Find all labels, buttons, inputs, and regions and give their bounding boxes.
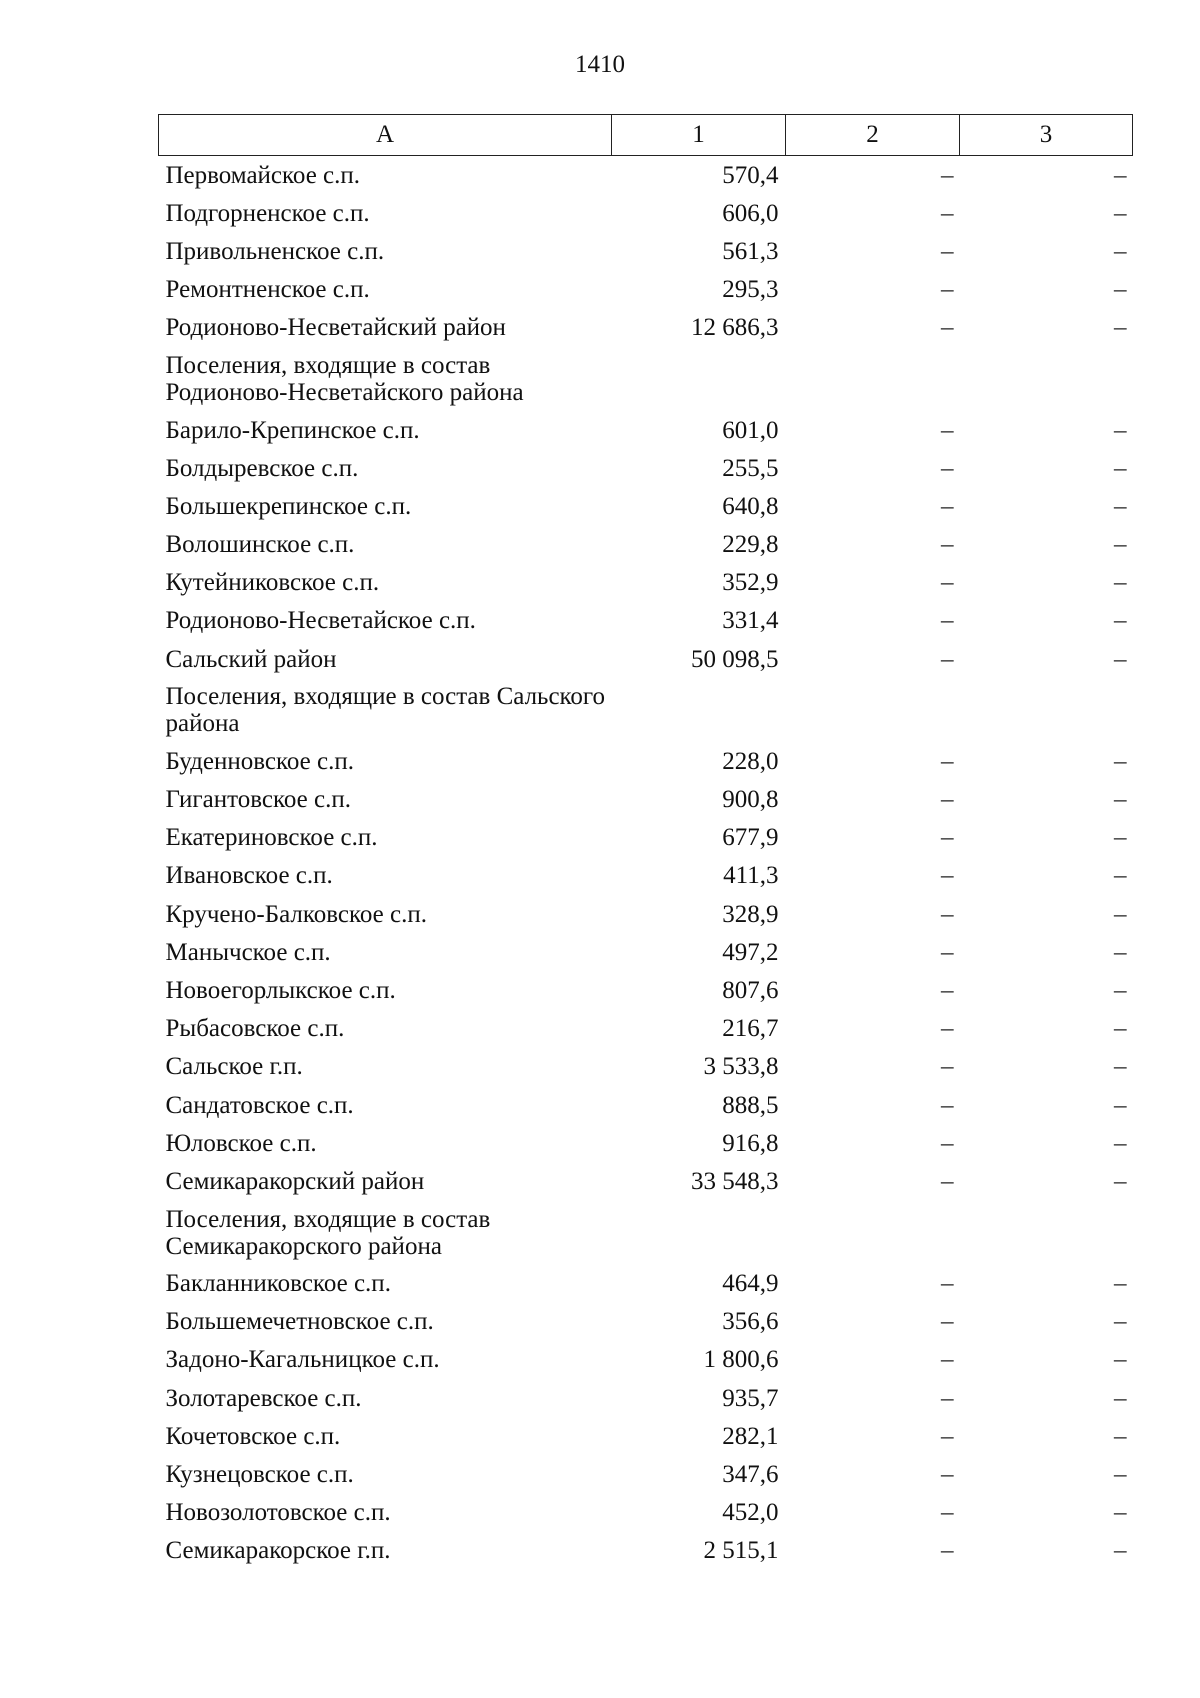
table-row [159,819,1133,857]
row-name-cell: Буденновское с.п. [165,747,354,775]
column-header-1: 1 [612,115,786,156]
row-value-2-cell: – [941,1015,954,1043]
row-value-1-cell: 356,6 [722,1308,779,1336]
table-row [159,895,1133,933]
table-row [159,602,1133,640]
row-value-1-cell: 352,9 [722,569,779,597]
row-value-2-cell: – [941,1422,954,1450]
row-value-1-cell: 807,6 [722,976,779,1004]
row-name-cell: Привольненское с.п. [165,237,385,265]
row-name-cell: Поселения, входящие в состав Родионово-Несветайского района [165,351,524,406]
table-group-row [159,678,1133,742]
row-value-2-cell: – [941,416,954,444]
row-name-cell: Болдыревское с.п. [165,454,359,482]
row-value-3-cell: – [1114,416,1127,444]
row-value-2-cell: – [941,645,954,673]
row-name-cell: Поселения, входящие в состав Сальского района [165,683,606,738]
column-header-2: 2 [786,115,960,156]
row-value-3-cell: – [1114,531,1127,559]
row-value-1-cell: 33 548,3 [691,1167,779,1195]
row-value-3-cell: – [1114,824,1127,852]
row-value-1-cell [612,1201,786,1265]
row-value-3-cell: – [1114,862,1127,890]
row-value-3-cell: – [1114,786,1127,814]
row-name-cell: Кручено-Балковское с.п. [165,900,427,928]
table-row [159,309,1133,347]
row-value-1-cell: 255,5 [722,454,779,482]
row-value-2-cell: – [941,531,954,559]
table-row [159,780,1133,818]
row-value-3-cell: – [1114,1537,1127,1565]
row-name-cell: Большемечетновское с.п. [165,1308,434,1336]
row-value-1-cell: 606,0 [722,199,779,227]
row-name-cell: Поселения, входящие в состав Семикаракорского района [165,1205,491,1260]
row-name-cell: Манычское с.п. [165,938,331,966]
row-value-3-cell: – [1114,1053,1127,1081]
row-value-3-cell [960,678,1133,742]
row-value-2-cell: – [941,454,954,482]
row-value-2-cell [786,678,960,742]
row-value-1-cell: 561,3 [722,237,779,265]
row-value-1-cell: 12 686,3 [691,314,779,342]
row-value-2-cell: – [941,492,954,520]
table-row [159,487,1133,525]
row-value-2-cell: – [941,607,954,635]
row-value-2-cell: – [941,314,954,342]
row-value-2-cell: – [941,862,954,890]
data-table [158,114,1133,1570]
row-name-cell: Кузнецовское с.п. [165,1461,354,1489]
row-value-1-cell: 295,3 [722,276,779,304]
row-value-1-cell: 282,1 [722,1422,779,1450]
table-row [159,1010,1133,1048]
table-row [159,742,1133,780]
row-value-3-cell: – [1114,1015,1127,1043]
table-body [159,156,1133,1571]
row-name-cell: Золотаревское с.п. [165,1384,362,1412]
row-value-2-cell: – [941,1384,954,1412]
table-row [159,1341,1133,1379]
row-value-3-cell: – [1114,161,1127,189]
table-row [159,1124,1133,1162]
row-value-3-cell: – [1114,1091,1127,1119]
table-row [159,1532,1133,1570]
row-value-1-cell: 411,3 [723,862,779,890]
row-name-cell: Новоегорлыкское с.п. [165,976,396,1004]
row-value-3-cell: – [1114,454,1127,482]
table-row [159,1162,1133,1200]
row-name-cell: Юловское с.п. [165,1129,317,1157]
row-value-1-cell: 464,9 [722,1270,779,1298]
table-row [159,526,1133,564]
row-value-1-cell: 3 533,8 [703,1053,779,1081]
row-value-3-cell [960,347,1133,411]
row-name-cell: Волошинское с.п. [165,531,355,559]
row-value-3-cell: – [1114,747,1127,775]
row-value-3-cell: – [1114,900,1127,928]
table-row [159,1494,1133,1532]
row-value-2-cell: – [941,276,954,304]
row-value-3-cell: – [1114,607,1127,635]
row-value-1-cell: 888,5 [722,1091,779,1119]
table-row [159,1265,1133,1303]
row-value-1-cell: 331,4 [722,607,779,635]
row-name-cell: Семикаракорское г.п. [165,1537,391,1565]
table-row [159,640,1133,678]
table-group-row [159,1201,1133,1265]
row-value-3-cell: – [1114,199,1127,227]
row-name-cell: Родионово-Несветайское с.п. [165,607,476,635]
row-value-2-cell: – [941,1270,954,1298]
table-row [159,1455,1133,1493]
row-name-cell: Ремонтненское с.п. [165,276,370,304]
row-value-2-cell: – [941,900,954,928]
table-header-row [159,115,1133,156]
table-row [159,971,1133,1009]
row-value-3-cell: – [1114,1346,1127,1374]
row-value-1-cell: 640,8 [722,492,779,520]
row-name-cell: Сальское г.п. [165,1053,303,1081]
row-value-3-cell: – [1114,976,1127,1004]
table-row [159,1303,1133,1341]
row-value-2-cell [786,347,960,411]
table-row [159,411,1133,449]
row-name-cell: Сандатовское с.п. [165,1091,354,1119]
table-row [159,933,1133,971]
row-value-2-cell: – [941,1053,954,1081]
row-value-3-cell: – [1114,645,1127,673]
row-value-3-cell: – [1114,1270,1127,1298]
row-value-1-cell [612,678,786,742]
row-value-1-cell: 228,0 [722,747,779,775]
row-value-1-cell [612,347,786,411]
row-value-2-cell: – [941,1308,954,1336]
row-name-cell: Екатериновское с.п. [165,824,378,852]
row-value-2-cell: – [941,1346,954,1374]
row-value-1-cell: 570,4 [722,161,779,189]
column-header-3: 3 [960,115,1133,156]
table-row [159,449,1133,487]
row-value-3-cell: – [1114,938,1127,966]
row-value-2-cell: – [941,1091,954,1119]
row-value-1-cell: 1 800,6 [703,1346,779,1374]
table-row [159,194,1133,232]
page-number: 1410 [575,51,625,78]
row-value-3-cell [960,1201,1133,1265]
row-value-3-cell: – [1114,1384,1127,1412]
row-value-2-cell: – [941,1499,954,1527]
row-value-3-cell: – [1114,314,1127,342]
table-row [159,1086,1133,1124]
row-value-1-cell: 601,0 [722,416,779,444]
row-value-1-cell: 229,8 [722,531,779,559]
table-row [159,1379,1133,1417]
table-group-row [159,347,1133,411]
row-value-2-cell: – [941,824,954,852]
row-value-2-cell: – [941,786,954,814]
table-row [159,1417,1133,1455]
table-row [159,232,1133,270]
row-value-2-cell: – [941,161,954,189]
row-value-2-cell: – [941,1167,954,1195]
row-value-1-cell: 677,9 [722,824,779,852]
table-row [159,156,1133,195]
table-row [159,857,1133,895]
row-value-3-cell: – [1114,276,1127,304]
row-value-2-cell: – [941,976,954,1004]
row-value-2-cell: – [941,199,954,227]
row-value-2-cell: – [941,1461,954,1489]
row-value-1-cell: 935,7 [722,1384,779,1412]
row-value-3-cell: – [1114,1167,1127,1195]
row-value-2-cell [786,1201,960,1265]
row-name-cell: Сальский район [165,645,337,673]
row-value-2-cell: – [941,747,954,775]
row-name-cell: Кутейниковское с.п. [165,569,380,597]
row-value-3-cell: – [1114,1499,1127,1527]
row-value-2-cell: – [941,569,954,597]
row-value-2-cell: – [941,1129,954,1157]
row-value-3-cell: – [1114,1308,1127,1336]
row-value-1-cell: 50 098,5 [691,645,779,673]
row-name-cell: Семикаракорский район [165,1167,425,1195]
table-row [159,564,1133,602]
row-value-1-cell: 328,9 [722,900,779,928]
row-name-cell: Барило-Крепинское с.п. [165,416,420,444]
row-name-cell: Новозолотовское с.п. [165,1499,391,1527]
row-name-cell: Родионово-Несветайский район [165,314,506,342]
row-name-cell: Подгорненское с.п. [165,199,370,227]
row-value-1-cell: 2 515,1 [703,1537,779,1565]
row-value-2-cell: – [941,237,954,265]
row-value-2-cell: – [941,938,954,966]
row-value-1-cell: 916,8 [722,1129,779,1157]
row-value-1-cell: 497,2 [722,938,779,966]
row-name-cell: Первомайское с.п. [165,161,361,189]
row-value-3-cell: – [1114,1461,1127,1489]
row-name-cell: Большекрепинское с.п. [165,492,412,520]
row-name-cell: Гигантовское с.п. [165,786,351,814]
table-row [159,271,1133,309]
row-name-cell: Бакланниковское с.п. [165,1270,391,1298]
row-value-3-cell: – [1114,492,1127,520]
row-value-1-cell: 216,7 [722,1015,779,1043]
row-name-cell: Ивановское с.п. [165,862,333,890]
column-header-a: А [159,115,612,156]
row-value-3-cell: – [1114,569,1127,597]
row-value-1-cell: 452,0 [722,1499,779,1527]
row-name-cell: Кочетовское с.п. [165,1422,341,1450]
row-name-cell: Рыбасовское с.п. [165,1015,345,1043]
table-row [159,1048,1133,1086]
row-value-3-cell: – [1114,1129,1127,1157]
row-value-3-cell: – [1114,1422,1127,1450]
row-value-1-cell: 900,8 [722,786,779,814]
row-name-cell: Задоно-Кагальницкое с.п. [165,1346,440,1374]
row-value-1-cell: 347,6 [722,1461,779,1489]
data-table-container [158,114,1132,1570]
row-value-3-cell: – [1114,237,1127,265]
row-value-2-cell: – [941,1537,954,1565]
